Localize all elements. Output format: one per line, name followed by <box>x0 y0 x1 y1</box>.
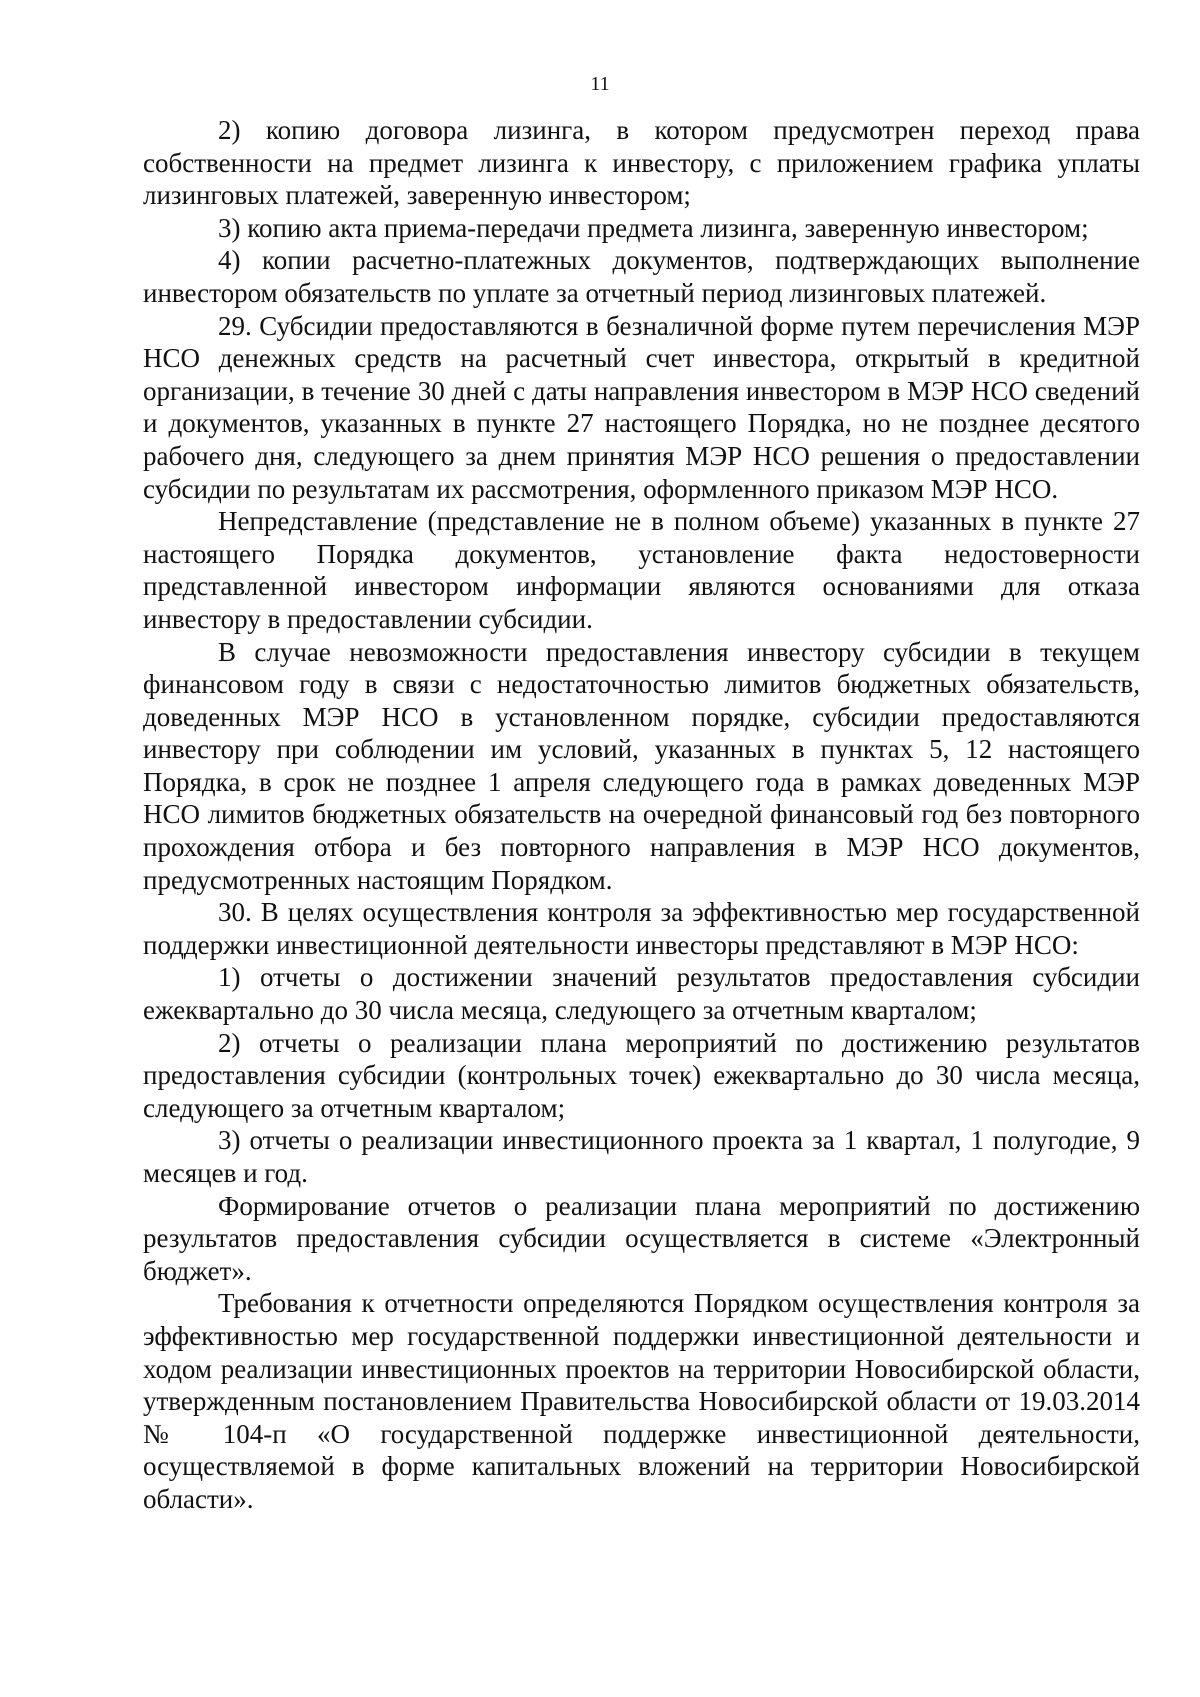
paragraph-payment-documents: 4) копии расчетно-платежных документов, подтверждающих выполнение инвестором обязательств по уплате за отчетный период лизинговых платежей. <box>143 245 1140 308</box>
paragraph-project-reports: 3) отчеты о реализации инвестиционного проекта за 1 квартал, 1 полугодие, 9 месяцев и год. <box>143 1125 1140 1188</box>
paragraph-budget-limits: В случае невозможности предоставления инвестору субсидии в текущем финансовом году в связи с недостаточностью лимитов бюджетных обязательств, доведенных МЭР НСО в установленном порядке, субсидии предоставляются инвестору при соблюдении им условий, указанных в пунктах 5, 12 настоящего Порядка, в срок не позднее 1 апреля следующего года в рамках доведенных МЭР НСО лимитов бюджетных обязательств на очередной финансовый год без повторного прохождения отбора и без повторного направления в МЭР НСО документов, предусмотренных настоящим Порядком. <box>143 636 1140 895</box>
page-number: 11 <box>590 73 610 95</box>
paragraph-reporting-requirements: Требования к отчетности определяются Порядком осуществления контроля за эффективностью мер государственной поддержки инвестиционной деятельности и ходом реализации инвестиционных проектов на территории Новосибирской области, утвержденным постановлением Правительства Новосибирской области от 19.03.2014 № 104-п «О государственной поддержке инвестиционной деятельности, осуществляемой в форме капитальных вложений на территории Новосибирской области». <box>143 1288 1140 1514</box>
paragraph-clause-30: 30. В целях осуществления контроля за эффективностью мер государственной поддержки инвестиционной деятельности инвесторы представляют в МЭР НСО: <box>143 897 1140 960</box>
paragraph-electronic-budget: Формирование отчетов о реализации плана мероприятий по достижению результатов предоставления субсидии осуществляется в системе «Электронный бюджет». <box>143 1190 1140 1286</box>
paragraph-leasing-contract: 2) копию договора лизинга, в котором предусмотрен переход права собственности на предмет лизинга к инвестору, с приложением графика уплаты лизинговых платежей, заверенную инвестором; <box>143 115 1140 211</box>
document-body <box>143 114 1140 1516</box>
paragraph-clause-29: 29. Субсидии предоставляются в безналичной форме путем перечисления МЭР НСО денежных средств на расчетный счет инвестора, открытый в кредитной организации, в течение 30 дней с даты направления инвестором в МЭР НСО сведений и документов, указанных в пункте 27 настоящего Порядка, но не позднее десятого рабочего дня, следующего за днем принятия МЭР НСО решения о предоставлении субсидии по результатам их рассмотрения, оформленного приказом МЭР НСО. <box>143 310 1140 504</box>
paragraph-plan-reports: 2) отчеты о реализации плана мероприятий по достижению результатов предоставления субсидии (контрольных точек) ежеквартально до 30 числа месяца, следующего за отчетным кварталом; <box>143 1027 1140 1123</box>
paragraph-transfer-act: 3) копию акта приема-передачи предмета лизинга, заверенную инвестором; <box>218 212 1089 243</box>
paragraph-results-reports: 1) отчеты о достижении значений результатов предоставления субсидии ежеквартально до 30 числа месяца, следующего за отчетным кварталом; <box>143 962 1140 1026</box>
paragraph-refusal-grounds: Непредставление (представление не в полном объеме) указанных в пункте 27 настоящего Порядка документов, установление факта недостоверности представленной инвестором информации являются основаниями для отказа инвестору в предоставлении субсидии. <box>143 506 1140 634</box>
